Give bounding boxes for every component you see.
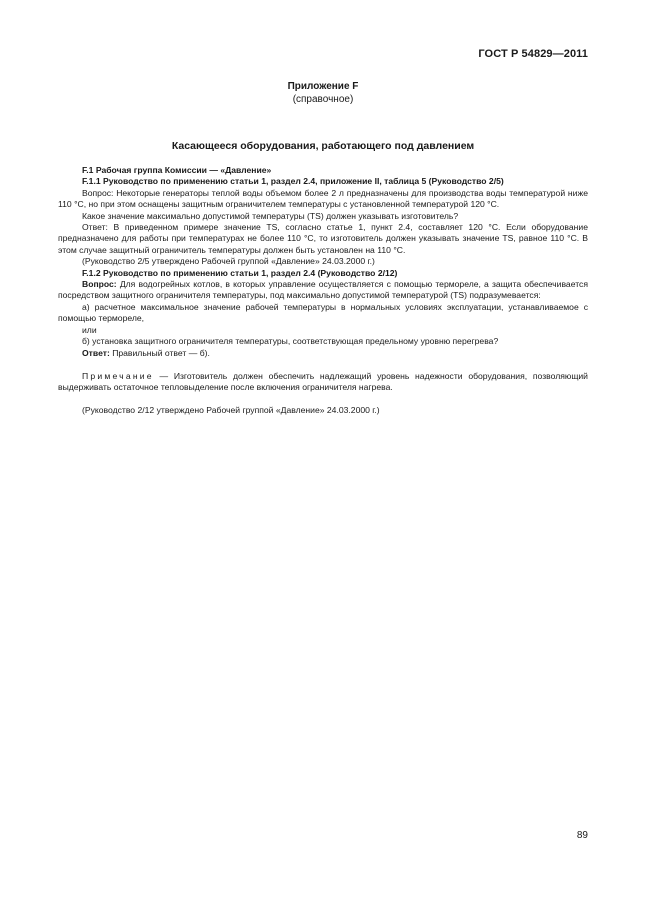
- f12-answer: [58, 348, 588, 359]
- f12-question-text: Для водогрейных котлов, в которых управление осуществляется с помощью термореле, а защита обеспечивается посредством защитного ограничителя температуры, под максимально допустимой температурой (TS) подразумевается:: [58, 279, 588, 301]
- f12-answer-label: Ответ:: [82, 347, 110, 358]
- f11-question-2: Какое значение максимально допустимой температуры (TS) должен указывать изготовитель?: [82, 210, 459, 221]
- f12-option-a: а) расчетное максимальное значение рабочей температуры в нормальных условиях эксплуатации, устанавливаемое с помощью термореле,: [58, 301, 588, 324]
- f12-question-label: Вопрос:: [82, 279, 117, 290]
- f12-heading: F.1.2 Руководство по применению статьи 1, раздел 2.4 (Руководство 2/12): [82, 267, 398, 278]
- section-title: Касающееся оборудования, работающего под давлением: [171, 140, 475, 152]
- page-number: 89: [576, 830, 588, 841]
- annex-heading: [0, 80, 646, 106]
- f11-question: Вопрос: Некоторые генераторы теплой воды объемом более 2 л предназначены для производства воды температурой ниже 110 °С, но при этом оснащены защитным ограничителем температуры с установленной температурой 120 °С.: [58, 187, 588, 210]
- f12-option-b: б) установка защитного ограничителя температуры, соответствующая предельному уровню перегрева?: [82, 336, 499, 347]
- annex-subtitle: (справочное): [292, 94, 354, 105]
- f12-question: [58, 279, 588, 302]
- f12-or: или: [82, 324, 97, 335]
- note-label: Примечание: [82, 370, 154, 381]
- f11-answer: Ответ: В приведенном примере значение TS, согласно статье 1, пункт 2.4, составляет 120 °С. Если оборудование предназначено для работы при температурах не более 110 °С, то изготовитель должен указывать значение TS, равное 110 °С. В этом случае защитный ограничитель температуры должен быть установлен на 110 °С.: [58, 222, 588, 255]
- f11-approved-note: (Руководство 2/5 утверждено Рабочей группой «Давление» 24.03.2000 г.): [82, 256, 375, 267]
- document-body: [58, 165, 588, 416]
- f12-answer-text: Правильный ответ — б).: [109, 347, 210, 358]
- f11-heading: F.1.1 Руководство по применению статьи 1, раздел 2.4, приложение II, таблица 5 (Руководство 2/5): [82, 176, 504, 187]
- standard-code: ГОСТ Р 54829—2011: [478, 48, 588, 60]
- f12-approved-note: (Руководство 2/12 утверждено Рабочей группой «Давление» 24.03.2000 г.): [82, 404, 380, 415]
- f1-heading: F.1 Рабочая группа Комиссии — «Давление»: [82, 165, 272, 175]
- note: [58, 371, 588, 394]
- annex-title: Приложение F: [287, 81, 359, 92]
- note-text: — Изготовитель должен обеспечить надлежащий уровень надежности оборудования, позволяющий выдерживать остаточное тепловыделение после включения ограничителя нагрева.: [58, 370, 588, 393]
